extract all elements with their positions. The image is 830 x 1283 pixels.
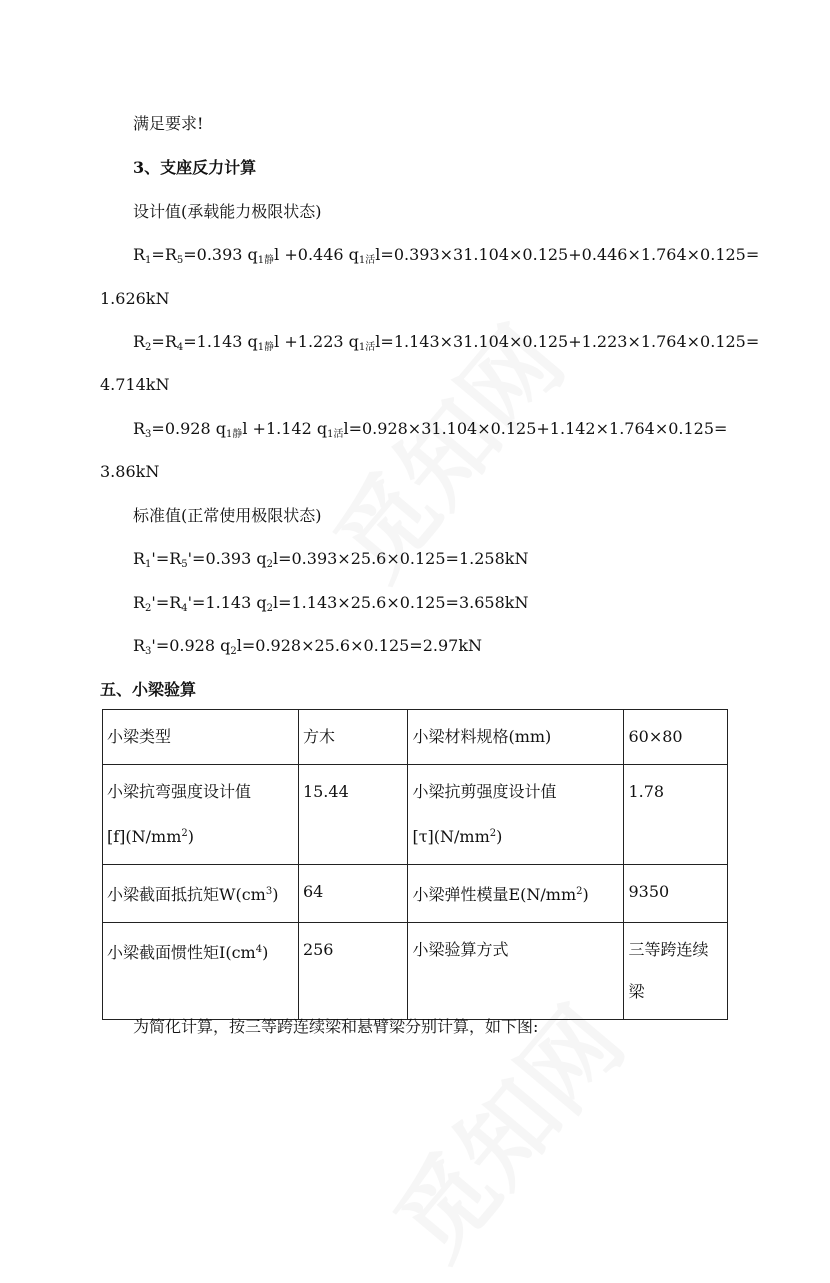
rs3-formula: $R_3'=0.928$ $q_2l=0.928\times 25.6\times 0.125=2.97kN$ [133, 636, 483, 657]
beam-spec-value: 60×80 [624, 710, 728, 765]
shear-strength-value: 1.78 [624, 765, 728, 865]
table-row [103, 765, 728, 865]
r3-result: 3.86kN [100, 462, 160, 481]
section3-heading: 3、支座反力计算 [133, 158, 257, 177]
rs2-formula: $R_2'=R_4'=1.143$ $q_2l=1.143\times 25.6\times 0.125=3.658kN$ [133, 593, 529, 614]
check-method-label: 小梁验算方式 [408, 923, 624, 1020]
beam-properties-table [102, 709, 728, 1020]
section5-heading: 五、小梁验算 [100, 680, 197, 699]
r3-formula: $R_3=0.928$ $q_{1静}l +1.142$ $q_{1活}l=0.928\times 31.104\times 0.125+1.142\times 1.764\times 0.125=$ [133, 419, 728, 440]
r1-result: 1.626kN [100, 289, 170, 308]
section-modulus-label: 小梁截面抵抗矩$W(cm^3)$ [103, 865, 299, 923]
moment-inertia-label: 小梁截面惯性矩$I(cm^4)$ [103, 923, 299, 1020]
bending-strength-label: 小梁抗弯强度设计值 $[f](N/mm^2)$ [103, 765, 299, 865]
table-row [103, 865, 728, 923]
beam-spec-label: 小梁材料规格(mm) [408, 710, 624, 765]
r1-formula: $R_1=R_5=0.393$ $q_{1静}l +0.446$ $q_{1活}l=0.393\times 31.104\times 0.125+0.446\times 1.764\times 0.125=$ [133, 245, 760, 266]
elastic-modulus-value: 9350 [624, 865, 728, 923]
r2-formula: $R_2=R_4=1.143$ $q_{1静}l +1.223$ $q_{1活}l=1.143\times 31.104\times 0.125+1.223\times 1.764\times 0.125=$ [133, 332, 760, 353]
simplify-note: 为简化计算，按三等跨连续梁和悬臂梁分别计算，如下图: [133, 1017, 539, 1036]
shear-strength-label: 小梁抗剪强度设计值 $[\tau](N/mm^2)$ [408, 765, 624, 865]
design-value-label: 设计值(承载能力极限状态) [133, 202, 322, 221]
r2-result: 4.714kN [100, 375, 170, 394]
rs1-formula: $R_1'=R_5'=0.393$ $q_2l=0.393\times 25.6\times 0.125=1.258kN$ [133, 549, 529, 570]
table-row [103, 710, 728, 765]
table-row [103, 923, 728, 1020]
elastic-modulus-label: 小梁弹性模量$E(N/mm^2)$ [408, 865, 624, 923]
check-method-value: 三等跨连续 梁 [624, 923, 728, 1020]
standard-value-label: 标准值(正常使用极限状态) [133, 506, 322, 525]
moment-inertia-value: 256 [298, 923, 408, 1020]
section-modulus-value: 64 [298, 865, 408, 923]
beam-type-value: 方木 [298, 710, 408, 765]
satisfied-text: 满足要求! [133, 114, 204, 133]
bending-strength-value: 15.44 [298, 765, 408, 865]
beam-type-label: 小梁类型 [103, 710, 299, 765]
